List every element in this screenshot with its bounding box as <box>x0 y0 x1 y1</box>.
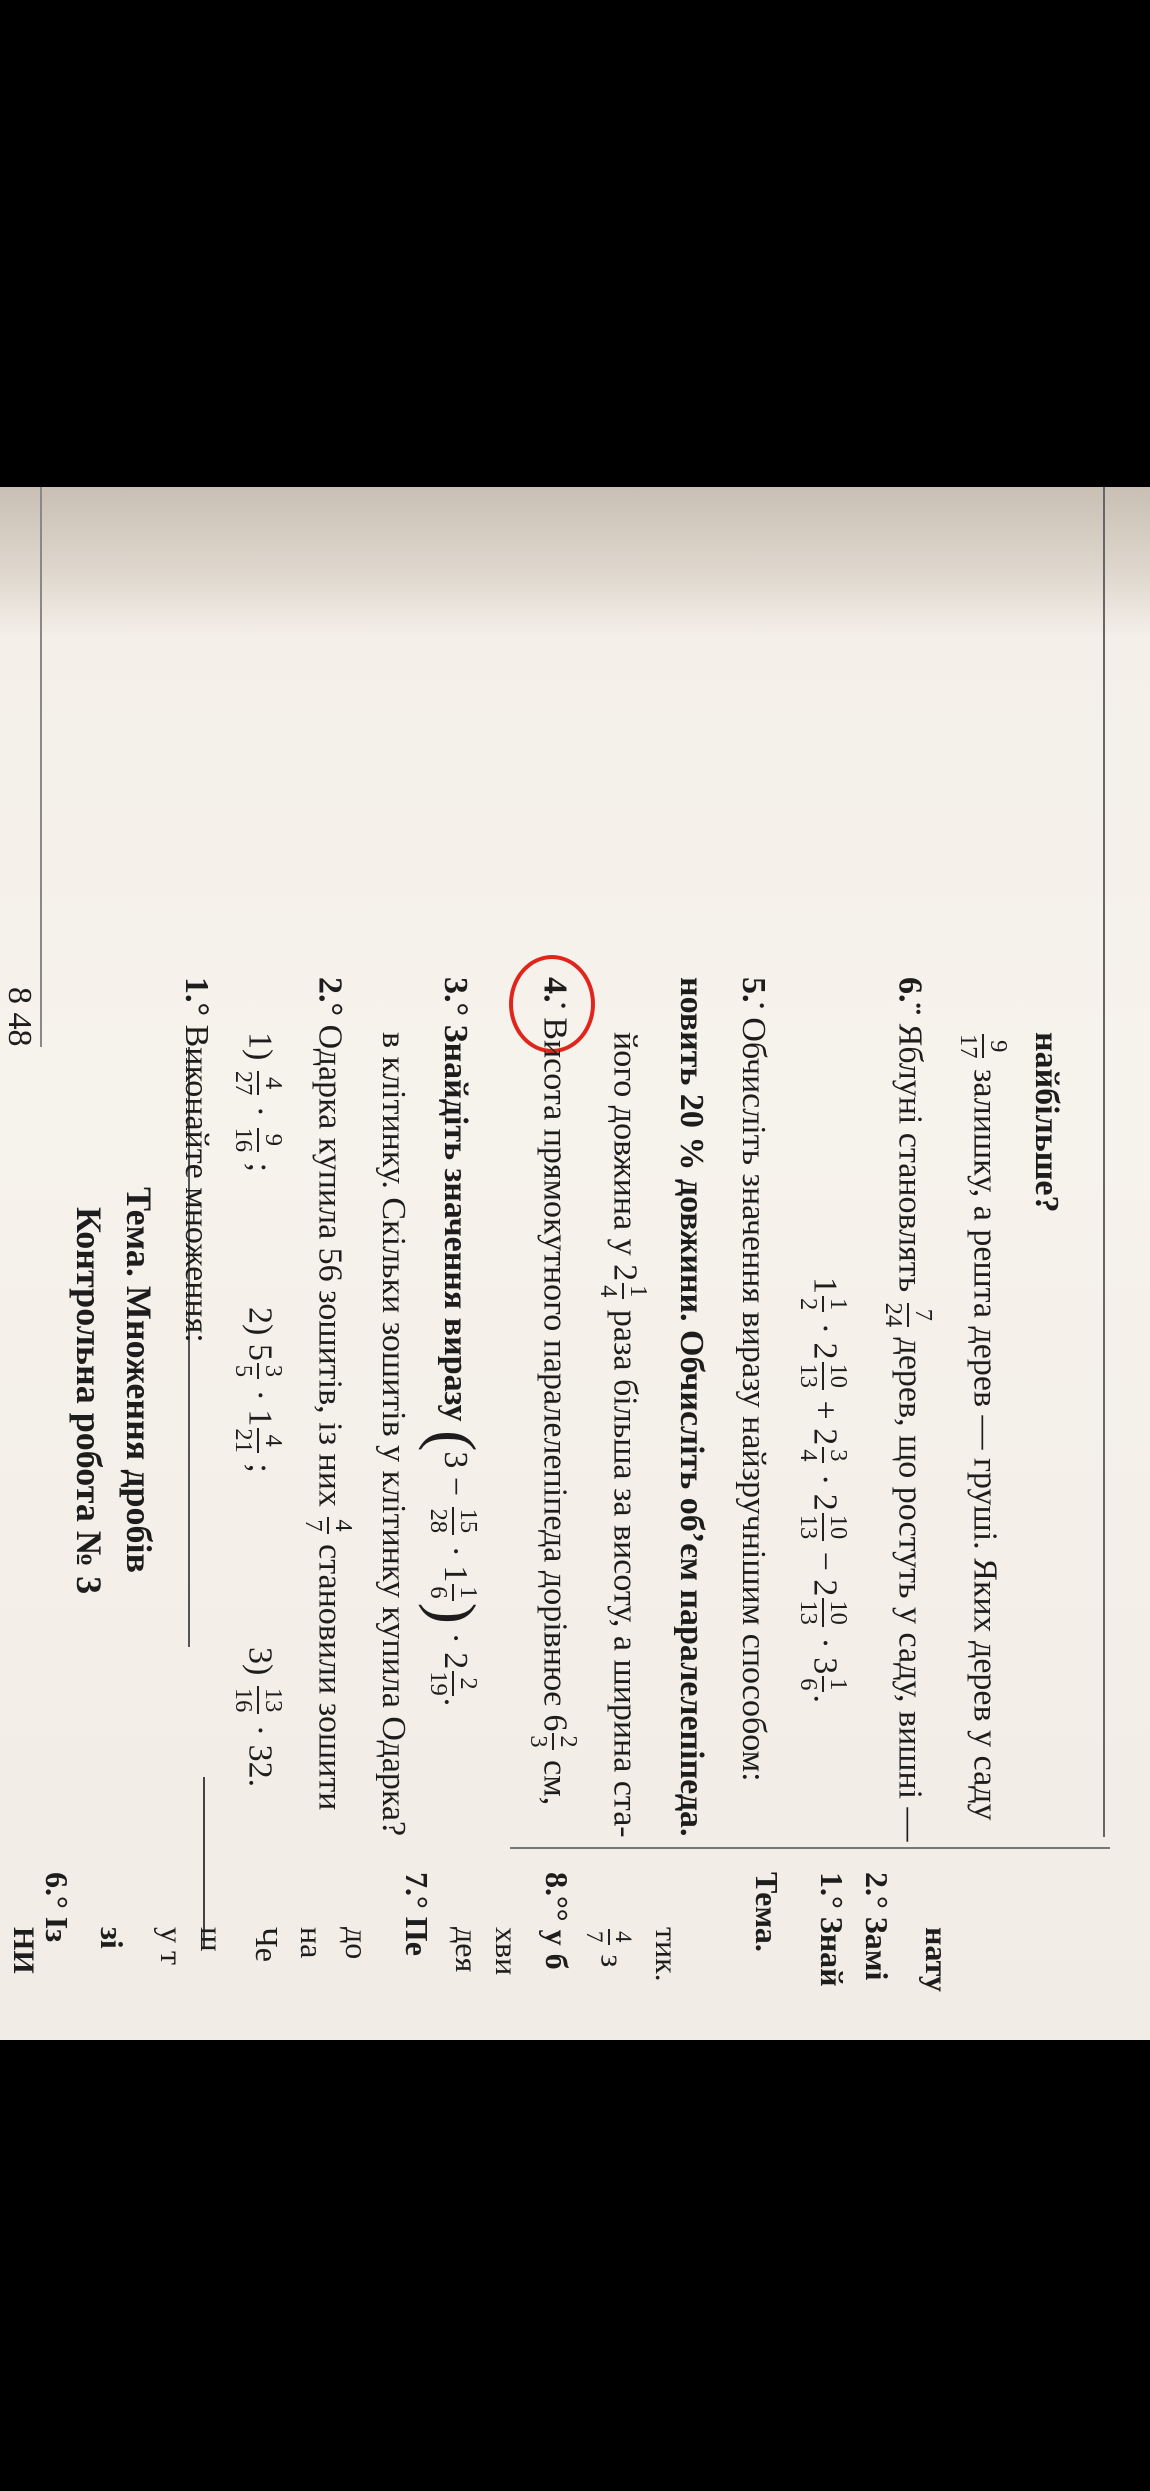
problem-4-line-2 <box>595 1032 650 1838</box>
open-paren: ( <box>418 1430 489 1452</box>
fraction: 1 6 <box>425 1586 483 1599</box>
next-page-rule <box>203 1777 205 1947</box>
fraction: 4 21 <box>229 1428 287 1453</box>
operator: · <box>241 1105 279 1118</box>
fraction: 2 3 <box>524 1735 582 1748</box>
term: 1 <box>806 1277 844 1294</box>
next-page-fragment: Че <box>249 1927 285 1962</box>
unit: см, <box>536 1760 574 1806</box>
fraction: 10 13 <box>794 1363 852 1389</box>
problem-5-text: Обчисліть значення виразу найзручнішим способом: <box>735 1017 772 1782</box>
problem-2 <box>300 977 355 1810</box>
fraction: 9 16 <box>229 1127 287 1153</box>
next-page-problem-8: 8.°° у б <box>539 1872 575 1970</box>
close-paren: ) <box>418 1602 489 1624</box>
problem-6-text: залишку, а решта дерев — груші. Яких дерев у саду <box>966 1068 1004 1821</box>
next-page-fragment: у т <box>154 1927 190 1965</box>
page-gutter-line <box>510 1847 1110 1849</box>
term: · 2 <box>437 1632 475 1670</box>
problem-1-part-1 <box>230 1032 285 1172</box>
next-page-problem-6: 6.° Із <box>39 1872 75 1943</box>
next-page-fragment: до <box>339 1927 375 1960</box>
term: · 2 <box>806 1473 844 1511</box>
part-label: 3) <box>241 1647 279 1676</box>
next-page-topic: Тема. <box>749 1872 785 1952</box>
problem-6: 6.•• Яблуні становлять 7 24 дерев, що ростуть у саду, вишні — <box>879 977 937 1842</box>
problem-3-number: 3.° <box>437 977 475 1017</box>
part-label: 1) <box>241 1032 279 1061</box>
header-numbers: 8 48 <box>1 987 38 1047</box>
operator: · 1 <box>241 1389 279 1427</box>
term: + 2 <box>806 1400 844 1446</box>
fraction: 1 2 <box>794 1298 852 1311</box>
fraction: 3 5 <box>229 1364 287 1378</box>
problem-6-line-3: найбільше? <box>1028 1032 1065 1213</box>
fraction: 13 16 <box>229 1687 287 1713</box>
next-page-fragment: НИ <box>7 1927 40 1974</box>
term: − 2 <box>806 1551 844 1597</box>
fraction: 4 7 <box>299 1519 357 1532</box>
problem-4: 4.• Висота прямокутного паралелепіпеда дорівнює 6 2 3 см, <box>524 977 582 1806</box>
next-page-fraction: 4 7 з <box>581 1931 637 1968</box>
fraction: 1 4 <box>594 1285 652 1298</box>
fraction: 9 17 <box>954 1034 1012 1059</box>
problem-3-text: Знайдіть значення виразу <box>437 1024 475 1422</box>
next-page-task-2: 2.° Замі <box>859 1872 895 1981</box>
term: 3 − <box>437 1451 475 1497</box>
next-page-problem-7: 7.° Пе <box>399 1872 435 1956</box>
operator: · 32. <box>241 1724 279 1788</box>
problem-2-text: становили зошити <box>311 1544 349 1811</box>
separator: ; <box>241 1463 279 1473</box>
page-photo <box>0 487 1150 2040</box>
next-page-fragment: нату <box>919 1927 955 1992</box>
top-rule-left <box>40 487 42 1047</box>
problem-4-text: його довжина у 2 <box>606 1032 644 1282</box>
separator: ; <box>241 1162 279 1173</box>
period: . <box>437 1697 475 1707</box>
problem-4-number: 4. <box>536 977 574 1003</box>
problem-2-number: 2.° <box>311 977 349 1017</box>
problem-5: 5.• Обчисліть значення виразу найзручнішим способом: <box>735 977 772 1782</box>
term: · 1 <box>437 1545 475 1583</box>
problem-1-number: 1.° <box>178 977 215 1017</box>
problem-4-text: раза більша за висоту, а ширина ста- <box>606 1309 644 1838</box>
problem-1-part-3 <box>230 1647 285 1787</box>
next-page-fragment: зі <box>94 1927 130 1949</box>
period: . <box>806 1694 844 1703</box>
fraction: 15 28 <box>425 1508 483 1534</box>
page-title: Контрольна робота № 3 <box>69 1207 109 1595</box>
problem-1-text: Виконайте множення: <box>178 1024 215 1343</box>
problem-4-line-3: новить 20 % довжини. Обчисліть об’єм паралелепіпеда. <box>673 977 710 1837</box>
problem-6-text: Яблуні становлять <box>891 1023 929 1293</box>
term: · 2 <box>806 1322 844 1360</box>
problem-1-part-2 <box>230 1307 285 1473</box>
next-page-fragment: тик. <box>649 1927 685 1982</box>
problem-5-number: 5. <box>735 977 772 1003</box>
fraction: 2 19 <box>425 1671 483 1696</box>
problem-6-number: 6. <box>891 977 929 1003</box>
whole-number: 6 <box>536 1714 574 1732</box>
fraction: 1 6 <box>794 1678 852 1691</box>
next-page-fragment: дея <box>449 1927 485 1973</box>
topic-heading: Тема. Множення дробів <box>119 1187 159 1573</box>
problem-2-line-2: в клітинку. Скільки зошитів у клітинку купила Одарка? <box>375 1032 412 1837</box>
problem-4-text: Висота прямокутного паралелепіпеда дорівнює <box>536 1017 574 1706</box>
next-page-task-1: 1.° Знай <box>814 1872 850 1987</box>
rotated-textbook-page <box>0 487 1150 2040</box>
term: · 3 <box>806 1637 844 1675</box>
problem-6-line-2 <box>955 1032 1010 1820</box>
bottom-rule <box>1103 487 1105 1837</box>
problem-2-text: Одарка купила 56 зошитів, із них <box>311 1024 349 1507</box>
fraction: 10 13 <box>794 1600 852 1625</box>
fraction: 4 27 <box>229 1070 287 1096</box>
fraction: 3 4 <box>794 1449 852 1462</box>
fraction: 10 13 <box>794 1514 852 1540</box>
next-page-fragment: ш <box>194 1927 230 1952</box>
problem-1 <box>177 977 215 1343</box>
next-page-fragment: хви <box>489 1927 525 1976</box>
problem-6-text: дерев, що ростуть у саду, вишні — <box>891 1337 929 1842</box>
problem-3 <box>418 977 489 1707</box>
part-label: 2) <box>241 1307 279 1336</box>
problem-5-expression <box>795 1277 850 1703</box>
fraction: 7 24 <box>879 1302 937 1328</box>
whole-number: 5 <box>241 1343 279 1361</box>
next-page-fragment: на <box>294 1927 330 1959</box>
